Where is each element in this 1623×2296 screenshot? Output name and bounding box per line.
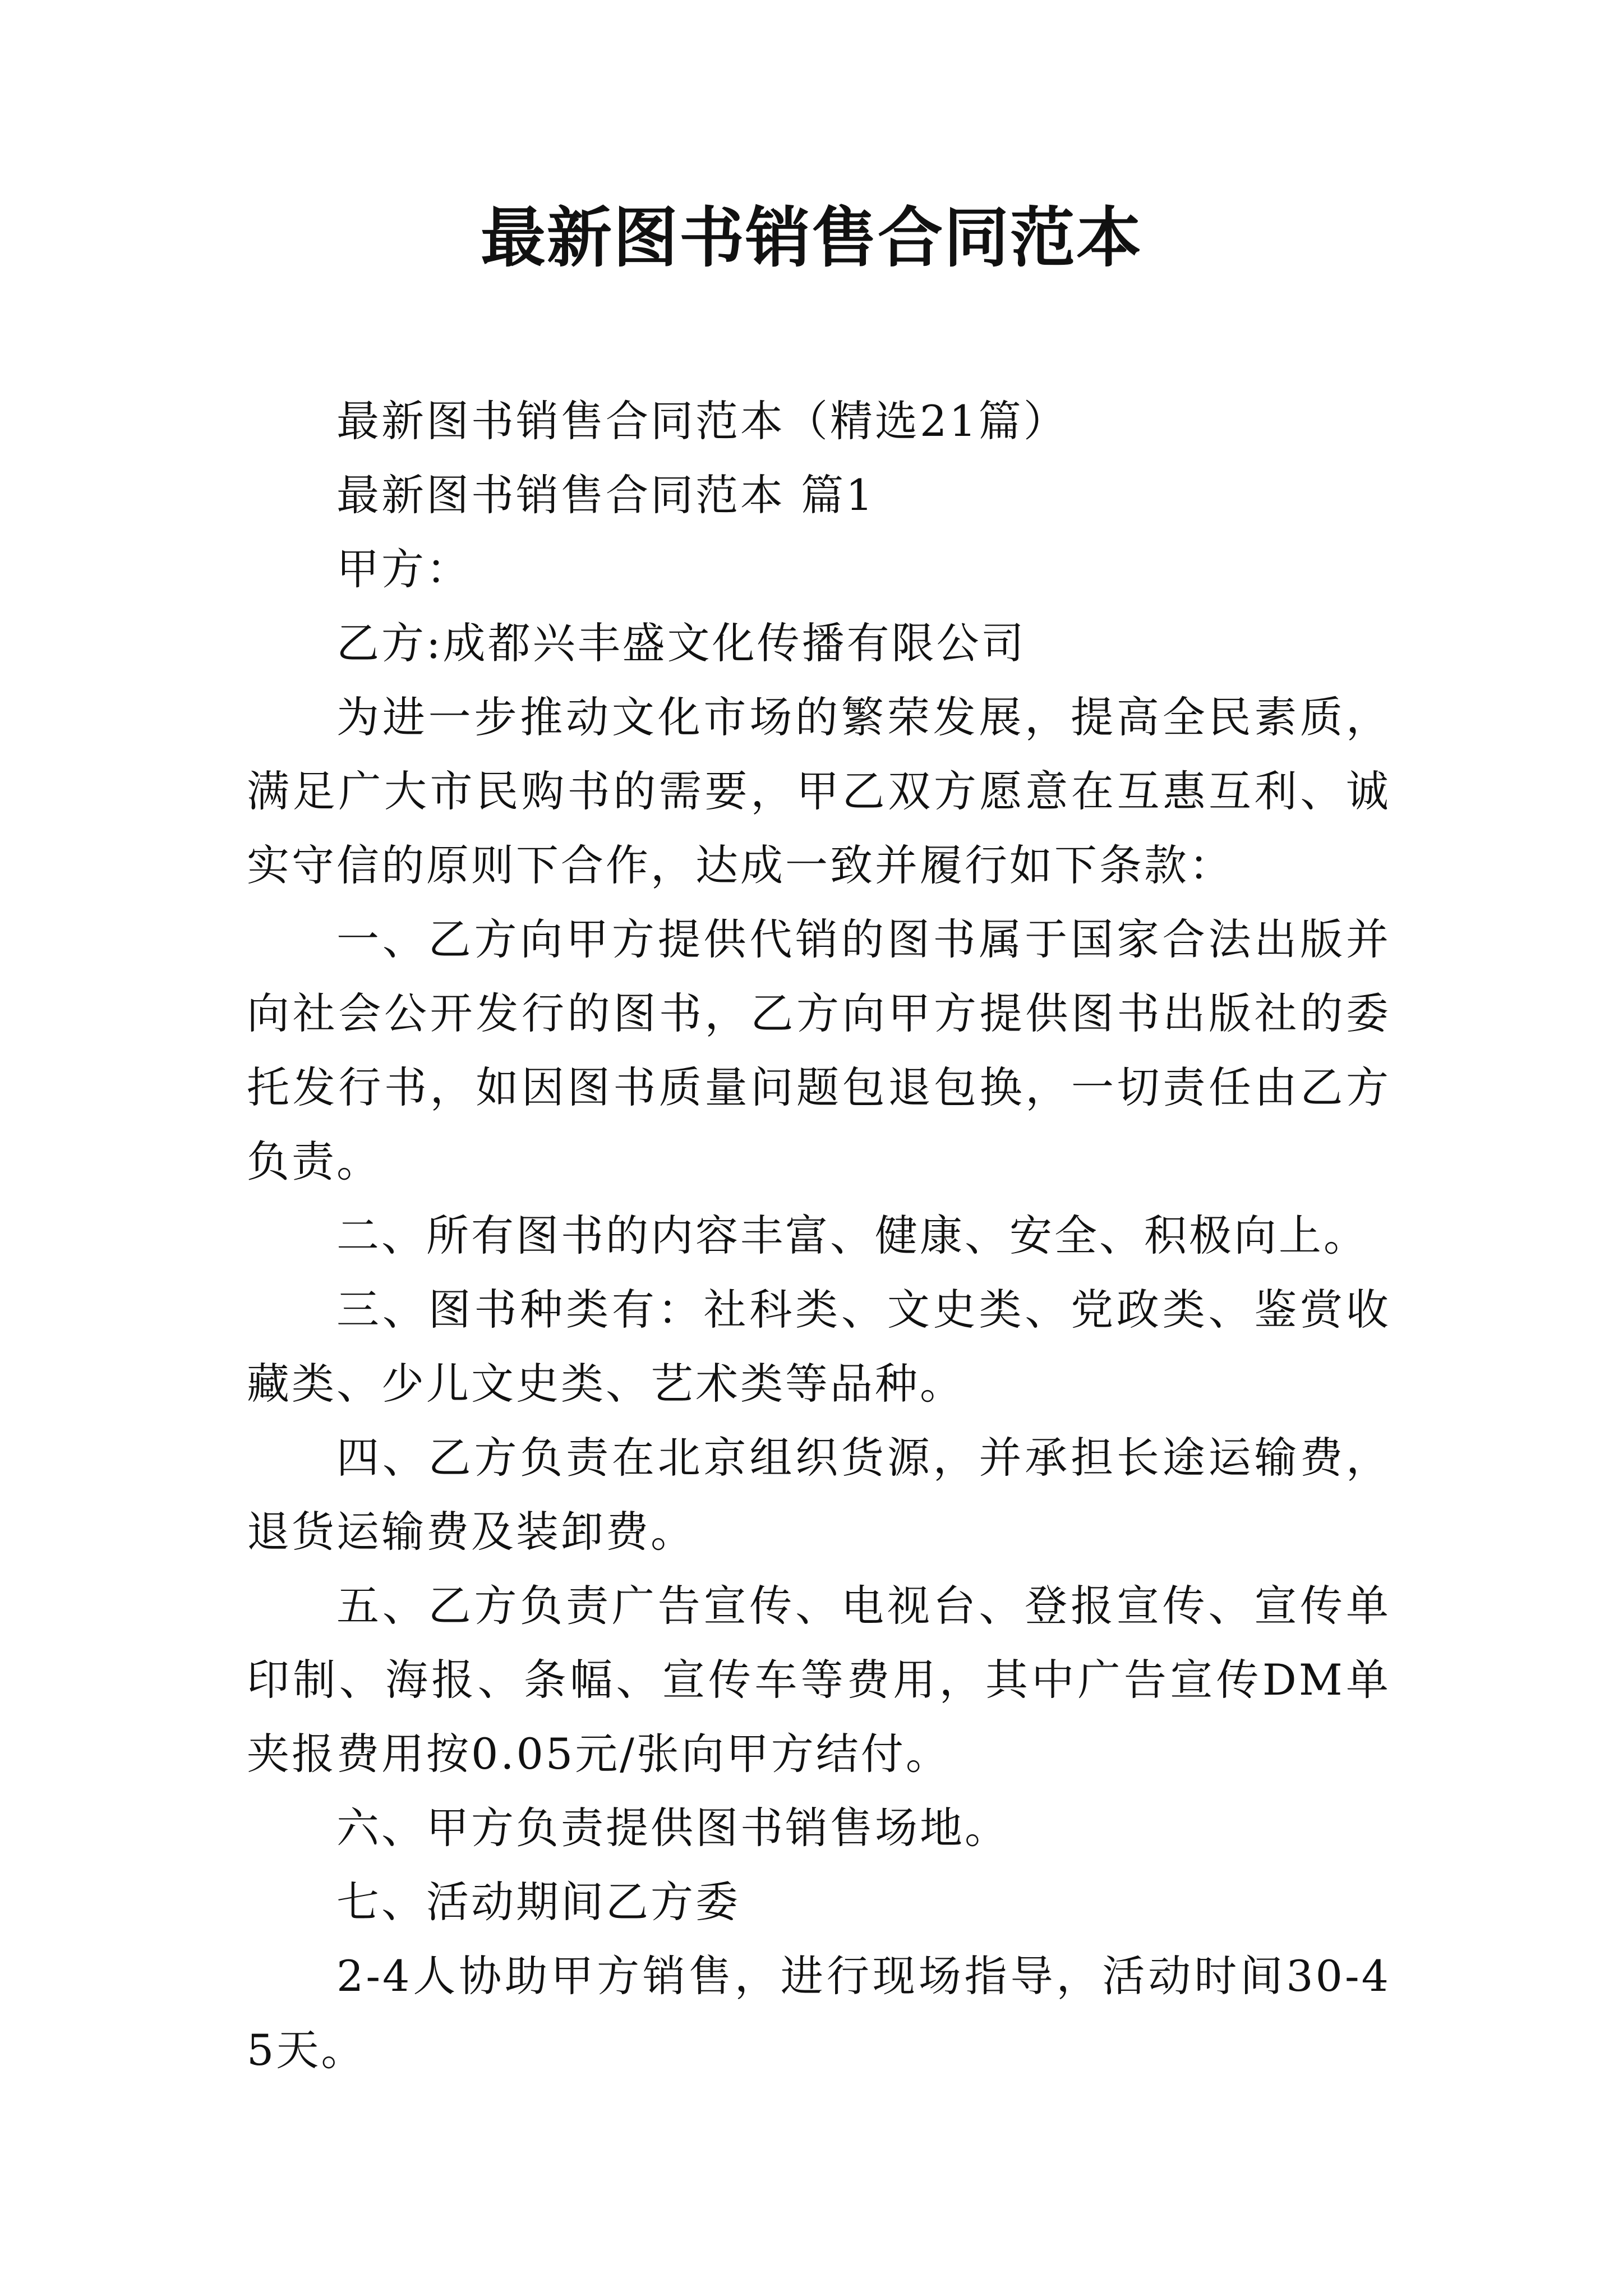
paragraph-party-b: 乙方:成都兴丰盛文化传播有限公司 — [336, 618, 1026, 668]
paragraph-preamble: 为进一步推动文化市场的繁荣发展，提高全民素质，满足广大市民购书的需要，甲乙双方愿意在互惠互利、诚实守信的原则下合作，达成一致并履行如下条款： — [247, 692, 1391, 890]
paragraph-party-a: 甲方： — [336, 544, 471, 594]
paragraph-clause-4: 四、乙方负责在北京组织货源，并承担长途运输费，退货运输费及装卸费。 — [247, 1433, 1391, 1557]
document-title: 最新图书销售合同范本 — [481, 200, 1142, 276]
document-body — [247, 384, 1391, 2087]
paragraph-clause-7: 七、活动期间乙方委 — [336, 1877, 740, 1927]
paragraph-clause-2: 二、所有图书的内容丰富、健康、安全、积极向上。 — [336, 1211, 1368, 1260]
paragraph-clause-7-continued: 2-4人协助甲方销售，进行现场指导，活动时间30-45天。 — [247, 1951, 1391, 2075]
paragraph-section-heading: 最新图书销售合同范本 篇1 — [336, 470, 875, 520]
paragraph-subtitle: 最新图书销售合同范本（精选21篇） — [336, 396, 1068, 446]
paragraph-clause-3: 三、图书种类有：社科类、文史类、党政类、鉴赏收藏类、少儿文史类、艺术类等品种。 — [247, 1285, 1391, 1409]
paragraph-clause-6: 六、甲方负责提供图书销售场地。 — [336, 1803, 1009, 1853]
paragraph-clause-5: 五、乙方负责广告宣传、电视台、登报宣传、宣传单印制、海报、条幅、宣传车等费用，其中广告宣传DM单夹报费用按0.05元/张向甲方结付。 — [247, 1581, 1391, 1779]
paragraph-clause-1: 一、乙方向甲方提供代销的图书属于国家合法出版并向社会公开发行的图书，乙方向甲方提供图书出版社的委托发行书，如因图书质量问题包退包换，一切责任由乙方负责。 — [247, 914, 1391, 1186]
